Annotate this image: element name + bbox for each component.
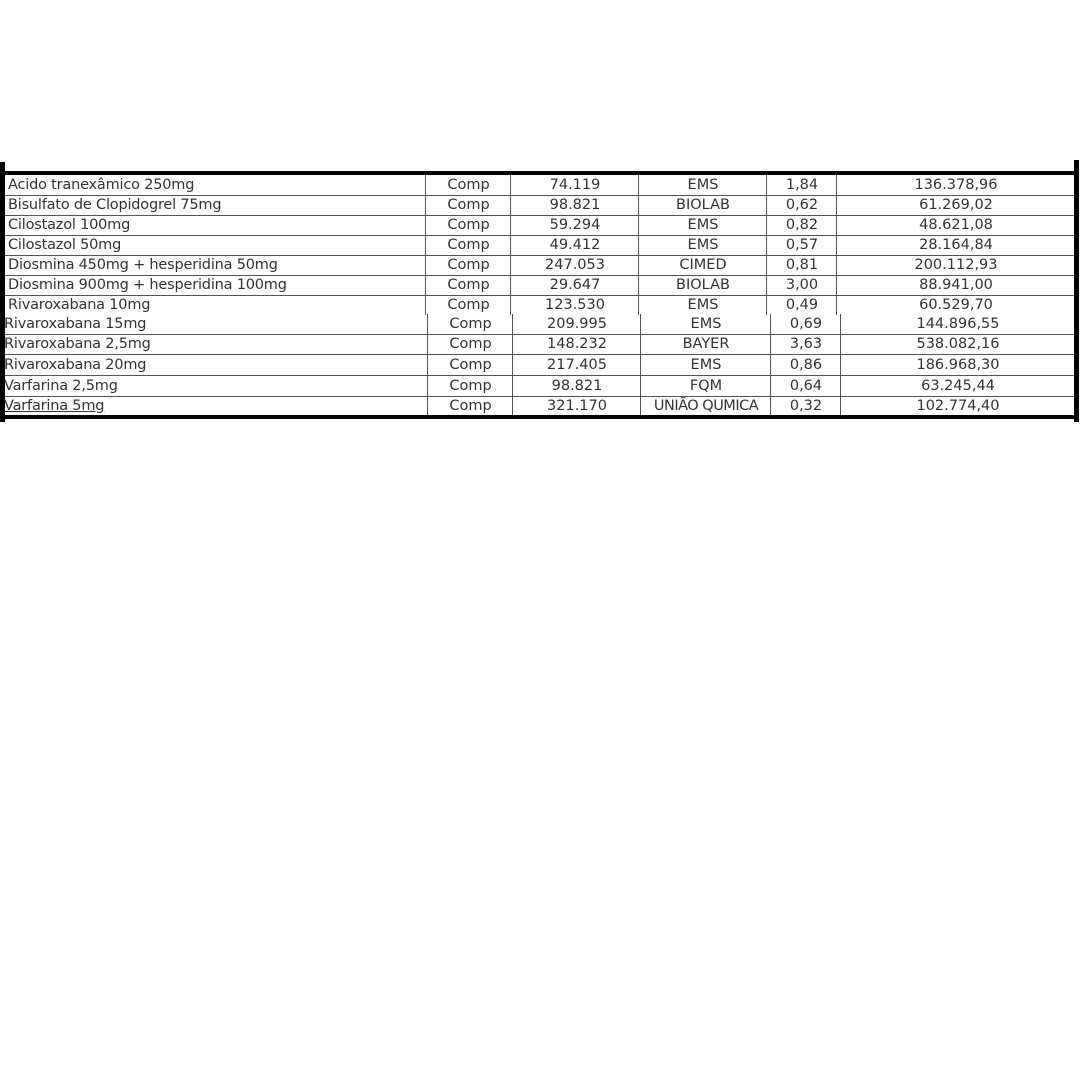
- quantity: 247.053: [510, 255, 639, 275]
- manufacturer: BAYER: [640, 334, 771, 354]
- total-price: 186.968,30: [840, 355, 1075, 375]
- quantity: 123.530: [510, 295, 639, 315]
- total-price: 102.774,40: [840, 396, 1075, 416]
- unit: Comp: [427, 355, 513, 375]
- total-price: 61.269,02: [836, 195, 1075, 215]
- unit-price: 0,86: [770, 355, 841, 375]
- manufacturer: BIOLAB: [638, 195, 767, 215]
- quantity: 59.294: [510, 215, 639, 235]
- medication-name: Diosmina 450mg + hesperidina 50mg: [8, 257, 278, 273]
- unit: Comp: [427, 314, 513, 334]
- table-row: [5, 195, 1074, 216]
- medication-name: Rivaroxabana 10mg: [8, 297, 151, 313]
- unit-price: 0,69: [770, 314, 841, 334]
- table-row: [5, 376, 1074, 397]
- medication-name: Acido tranexâmico 250mg: [8, 177, 195, 193]
- table-row: [5, 275, 1074, 296]
- table-row: [5, 355, 1074, 376]
- quantity: 29.647: [510, 275, 639, 295]
- unit: Comp: [427, 396, 513, 416]
- unit: Comp: [425, 235, 511, 255]
- unit-price: 3,00: [766, 275, 837, 295]
- medication-name: Varfarina 2,5mg: [4, 378, 118, 394]
- medication-name: Cilostazol 100mg: [8, 217, 131, 233]
- table-row: [5, 334, 1074, 355]
- table-bottom-border: [0, 415, 1079, 419]
- unit-price: 0,57: [766, 235, 837, 255]
- table-row: [5, 215, 1074, 236]
- manufacturer: EMS: [640, 314, 771, 334]
- table-row: [5, 175, 1074, 196]
- manufacturer: EMS: [638, 295, 767, 315]
- unit: Comp: [425, 275, 511, 295]
- medication-name: Diosmina 900mg + hesperidina 100mg: [8, 277, 287, 293]
- table-row: [5, 295, 1074, 315]
- total-price: 200.112,93: [836, 255, 1075, 275]
- medication-name: Rivaroxabana 2,5mg: [4, 336, 151, 352]
- manufacturer: CIMED: [638, 255, 767, 275]
- table-row: [5, 235, 1074, 256]
- table-row: [5, 396, 1074, 416]
- total-price: 28.164,84: [836, 235, 1075, 255]
- table-row: [5, 314, 1074, 335]
- quantity: 148.232: [512, 334, 641, 354]
- manufacturer: BIOLAB: [638, 275, 767, 295]
- total-price: 60.529,70: [836, 295, 1075, 315]
- unit: Comp: [425, 175, 511, 195]
- manufacturer: EMS: [640, 355, 771, 375]
- table-row: [5, 255, 1074, 276]
- total-price: 63.245,44: [840, 376, 1075, 396]
- manufacturer: EMS: [638, 215, 767, 235]
- unit-price: 3,63: [770, 334, 841, 354]
- unit-price: 0,32: [770, 396, 841, 416]
- medication-name: Rivaroxabana 20mg: [4, 357, 147, 373]
- unit: Comp: [425, 215, 511, 235]
- unit-price: 0,64: [770, 376, 841, 396]
- manufacturer: EMS: [638, 175, 767, 195]
- quantity: 321.170: [512, 396, 641, 416]
- manufacturer: UNIÃO QUMICA: [640, 396, 771, 416]
- medication-name: Cilostazol 50mg: [8, 237, 122, 253]
- total-price: 136.378,96: [836, 175, 1075, 195]
- unit: Comp: [425, 195, 511, 215]
- total-price: 88.941,00: [836, 275, 1075, 295]
- unit: Comp: [427, 334, 513, 354]
- quantity: 98.821: [510, 195, 639, 215]
- total-price: 538.082,16: [840, 334, 1075, 354]
- total-price: 144.896,55: [840, 314, 1075, 334]
- medication-name: Bisulfato de Clopidogrel 75mg: [8, 197, 222, 213]
- unit: Comp: [425, 255, 511, 275]
- unit: Comp: [427, 376, 513, 396]
- quantity: 98.821: [512, 376, 641, 396]
- quantity: 209.995: [512, 314, 641, 334]
- manufacturer: FQM: [640, 376, 771, 396]
- total-price: 48.621,08: [836, 215, 1075, 235]
- unit-price: 0,62: [766, 195, 837, 215]
- unit-price: 0,81: [766, 255, 837, 275]
- quantity: 74.119: [510, 175, 639, 195]
- quantity: 49.412: [510, 235, 639, 255]
- medication-name: Rivaroxabana 15mg: [4, 316, 147, 332]
- unit: Comp: [425, 295, 511, 315]
- quantity: 217.405: [512, 355, 641, 375]
- medication-name: Varfarina 5mg: [4, 398, 105, 414]
- unit-price: 0,82: [766, 215, 837, 235]
- unit-price: 1,84: [766, 175, 837, 195]
- unit-price: 0,49: [766, 295, 837, 315]
- manufacturer: EMS: [638, 235, 767, 255]
